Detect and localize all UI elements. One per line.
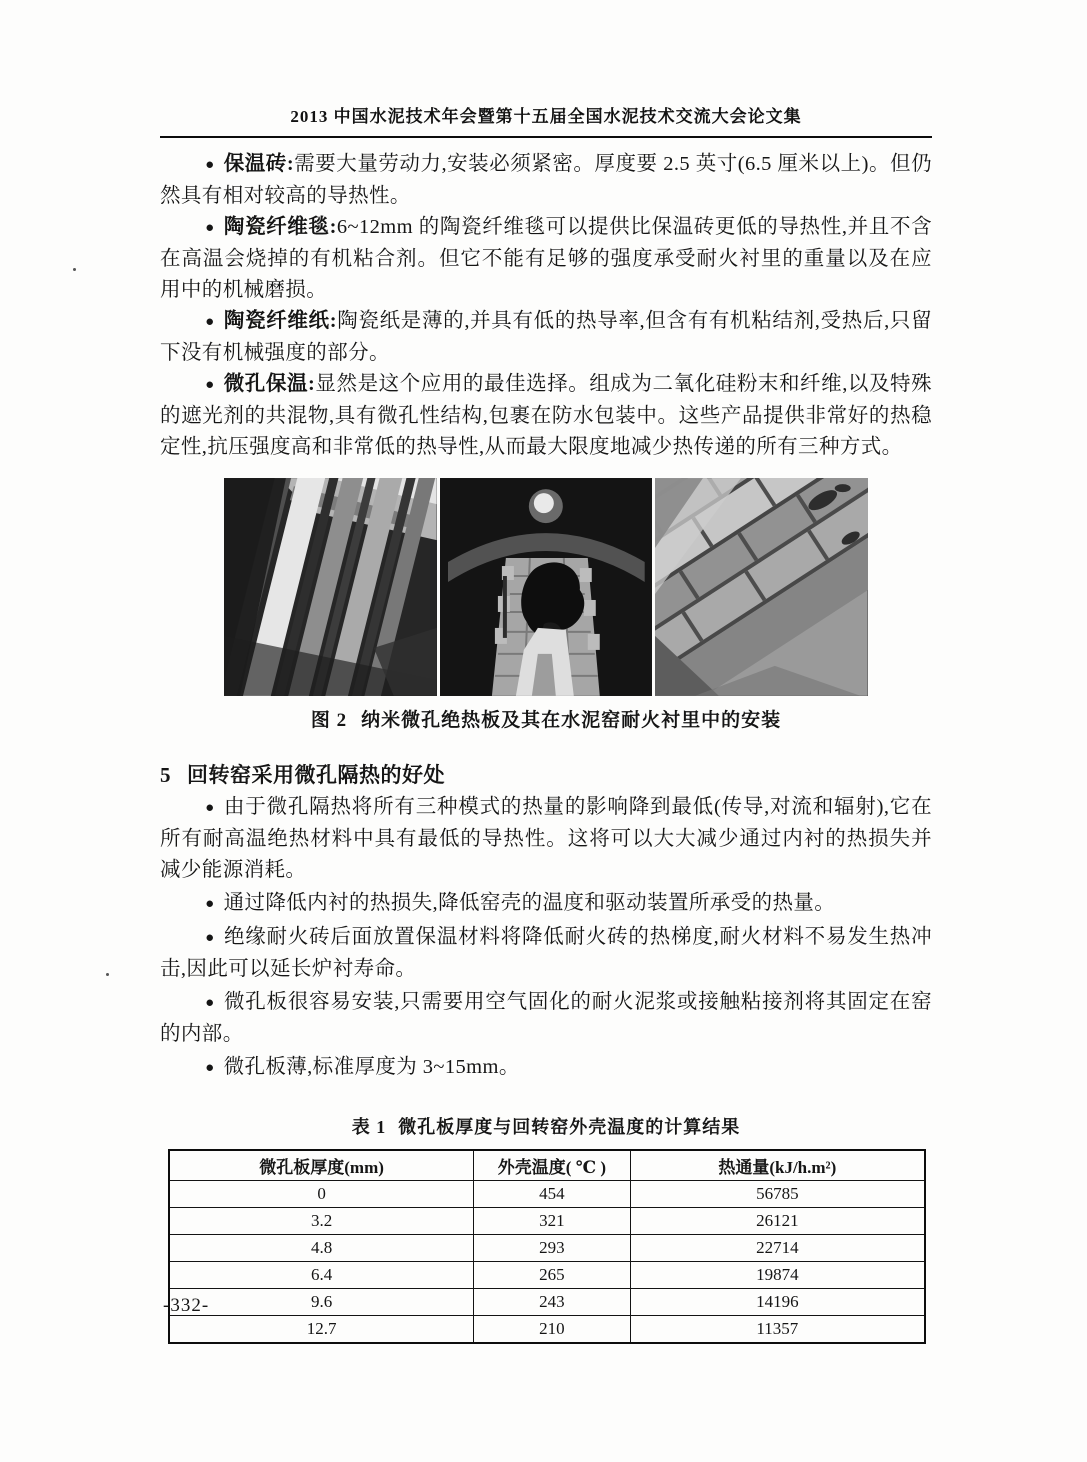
material-paragraph (160, 369, 932, 463)
table-cell: 0 (169, 1181, 474, 1208)
benefit-paragraph (160, 792, 932, 886)
bullet-icon: ● (205, 896, 215, 912)
table-row (169, 1262, 925, 1289)
table-header-heat-flux: 热通量(kJ/h.m²) (630, 1150, 925, 1181)
figure-photos (224, 478, 868, 696)
bullet-icon: ● (205, 995, 215, 1011)
section-heading (160, 759, 932, 789)
benefit-paragraph (160, 922, 932, 985)
table-header-shell-temp: 外壳温度( ℃ ) (474, 1150, 630, 1181)
benefit-paragraph (160, 888, 932, 920)
page-content (160, 102, 932, 1344)
figure-caption-label: 图 2 (310, 710, 348, 731)
benefit-text: 通过降低内衬的热损失,降低窑壳的温度和驱动装置所承受的热量。 (223, 892, 836, 914)
bullet-icon: ● (205, 314, 215, 330)
table-cell: 56785 (630, 1181, 925, 1208)
table-cell: 293 (474, 1235, 630, 1262)
table-cell: 26121 (630, 1208, 925, 1235)
material-paragraph (160, 149, 932, 212)
table-title-label: 表 1 (351, 1117, 387, 1137)
figure-caption (160, 705, 932, 732)
material-text: 6~12mm 的陶瓷纤维毯可以提供比保温砖更低的导热性,并且不含在高温会烧掉的有机粘合剂。但它不能有足够的强度承受耐火衬里的重量以及在应用中的机械磨损。 (160, 216, 932, 301)
table-cell: 14196 (630, 1289, 925, 1316)
figure-2 (160, 478, 932, 732)
table-header-row (169, 1150, 925, 1181)
section-title: 回转窑采用微孔隔热的好处 (187, 763, 445, 787)
material-text: 需要大量劳动力,安装必须紧密。厚度要 2.5 英寸(6.5 厘米以上)。但仍然具有相对较高的导热性。 (160, 153, 932, 207)
table-title-text: 微孔板厚度与回转窑外壳温度的计算结果 (398, 1117, 741, 1137)
benefit-text: 微孔板很容易安装,只需要用空气固化的耐火泥浆或接触粘接剂将其固定在窑的内部。 (160, 991, 932, 1045)
table-cell: 4.8 (169, 1235, 474, 1262)
table-header-thickness: 微孔板厚度(mm) (169, 1150, 474, 1181)
bullet-icon: ● (205, 1060, 215, 1076)
bullet-icon: ● (205, 220, 215, 236)
benefit-paragraph (160, 987, 932, 1050)
table-cell: 19874 (630, 1262, 925, 1289)
table-title (160, 1113, 932, 1139)
benefit-text: 微孔板薄,标准厚度为 3~15mm。 (223, 1056, 520, 1078)
bullet-icon: ● (205, 930, 215, 946)
table-cell: 9.6 (169, 1289, 474, 1316)
figure-caption-text: 纳米微孔绝热板及其在水泥窑耐火衬里中的安装 (361, 710, 782, 731)
table-row (169, 1235, 925, 1262)
benefit-text: 由于微孔隔热将所有三种模式的热量的影响降到最低(传导,对流和辐射),它在所有耐高温绝热材料中具有最低的导热性。这将可以大大减少通过内衬的热损失并减少能源消耗。 (160, 796, 932, 881)
table-cell: 11357 (630, 1316, 925, 1344)
page-header-title: 2013 中国水泥技术年会暨第十五届全国水泥技术交流大会论文集 (290, 107, 802, 126)
benefit-paragraph (160, 1052, 932, 1084)
results-table (168, 1149, 926, 1344)
table-cell: 454 (474, 1181, 630, 1208)
table-cell: 210 (474, 1316, 630, 1344)
benefit-text: 绝缘耐火砖后面放置保温材料将降低耐火砖的热梯度,耐火材料不易发生热冲击,因此可以延长炉衬寿命。 (160, 926, 932, 980)
photo-brick-lining (655, 478, 868, 696)
material-term: 保温砖: (223, 153, 295, 175)
table-cell: 3.2 (169, 1208, 474, 1235)
section-number: 5 (160, 763, 171, 787)
material-paragraph (160, 306, 932, 369)
table-cell: 6.4 (169, 1262, 474, 1289)
material-paragraph (160, 212, 932, 306)
bullet-icon: ● (205, 377, 215, 393)
table-row (169, 1181, 925, 1208)
material-term: 陶瓷纤维纸: (223, 310, 337, 332)
table-row (169, 1208, 925, 1235)
table-row (169, 1289, 925, 1316)
table-cell: 12.7 (169, 1316, 474, 1344)
page-number: -332- (163, 1295, 210, 1316)
bullet-icon: ● (205, 800, 215, 816)
table-cell: 265 (474, 1262, 630, 1289)
table-cell: 243 (474, 1289, 630, 1316)
bullet-icon: ● (205, 157, 215, 173)
materials-section (160, 149, 932, 463)
benefits-section (160, 792, 932, 1084)
table-cell: 321 (474, 1208, 630, 1235)
material-text: 显然是这个应用的最佳选择。组成为二氧化硅粉末和纤维,以及特殊的遮光剂的共混物,具有微孔性结构,包裹在防水包装中。这些产品提供非常好的热稳定性,抗压强度高和非常低的热导性,从而最大限度地减少热传递的所有三种方式。 (160, 373, 933, 458)
header-rule (160, 136, 932, 138)
table-cell: 22714 (630, 1235, 925, 1262)
material-term: 微孔保温: (223, 373, 316, 395)
material-text: 陶瓷纸是薄的,并具有低的热导率,但含有有机粘结剂,受热后,只留下没有机械强度的部分。 (160, 310, 932, 364)
scan-speck (106, 973, 109, 976)
scan-speck (73, 268, 76, 271)
photo-microporous-boards (224, 478, 437, 696)
material-term: 陶瓷纤维毯: (223, 216, 337, 238)
table-row (169, 1316, 925, 1344)
photo-kiln-installation (440, 478, 653, 696)
